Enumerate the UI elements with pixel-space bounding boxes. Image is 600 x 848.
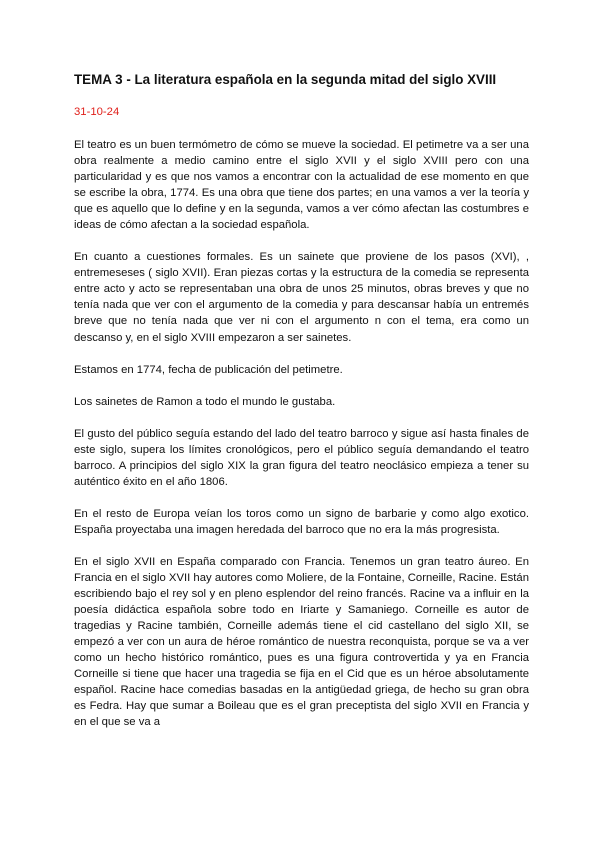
paragraph-resto-europa: En el resto de Europa veían los toros como un signo de barbarie y como algo exotico. España proyectaba una imagen heredada del barroco que no era la más progresista. <box>74 507 529 536</box>
paragraph-sainetes-ramon: Los sainetes de Ramon a todo el mundo le gustaba. <box>74 395 336 408</box>
document-date: 31-10-24 <box>74 106 120 118</box>
paragraph-espana-francia: En el siglo XVII en España comparado con Francia. Tenemos un gran teatro áureo. En Francia en el siglo XVII hay autores como Moliere, de la Fontaine, Corneille, Racine. Están escribiendo bajo el rey sol y en pleno esplendor del reino francés. Racine va a influir en la poesía didáctica española sobre todo en Iriarte y Samaniego. Corneille es autor de tragedias y Racine también, Corneille además tiene el cid castellano del siglo XII, se empezó a ver con un aura de héroe romántico de nuestra reconquista, porque se va a ver como un hecho histórico romántico, pues es una figura controvertida y ya en Francia Corneille si tiene que hacer una tragedia se fija en el Cid que es un héroe absolutamente español. Racine hace comedias basadas en la antigüedad griega, de hecho su gran obra es Fedra. Hay que sumar a Boileau que es el gran preceptista del siglo XVII en Francia y en el que se va a <box>74 555 529 729</box>
paragraph-teatro-termometro: El teatro es un buen termómetro de cómo se mueve la sociedad. El petimetre va a ser una obra realmente a medio camino entre el siglo XVII y el siglo XVIII pero con una particularidad y es que nos vamos a encontrar con la actualidad de ese momento en que se escribe la obra, 1774. Es una obra que tiene dos partes; en una vamos a ver la teoría y que es aquello que lo define y en la segunda, vamos a ver cómo afectan las costumbres e ideas de cómo afectan a la sociedad española. <box>74 139 529 232</box>
paragraph-fecha-publicacion: Estamos en 1774, fecha de publicación del petimetre. <box>74 363 343 376</box>
paragraph-cuestiones-formales: En cuanto a cuestiones formales. Es un sainete que proviene de los pasos (XVI), , entremeseses ( siglo XVII). Eran piezas cortas y la estructura de la comedia se representa entre acto y acto se representaban una obra de unos 25 minutos, obras breves y que no tenía nada que ver con el argumento de la comedia y para descansar había un entremés breve que no tenía nada que ver ni con el argumento n con el tema, era como un descanso y, en el siglo XVIII empezaron a ser sainetes. <box>74 251 529 344</box>
document-title: TEMA 3 - La literatura española en la segunda mitad del siglo XVIII <box>74 72 497 87</box>
paragraph-gusto-publico: El gusto del público seguía estando del lado del teatro barroco y sigue así hasta finales de este siglo, supera los límites cronológicos, pero el público seguía demandando el teatro barroco. A principios del siglo XIX la gran figura del teatro neoclásico empieza a tener su auténtico éxito en el año 1806. <box>74 427 529 488</box>
document-body <box>74 137 529 746</box>
